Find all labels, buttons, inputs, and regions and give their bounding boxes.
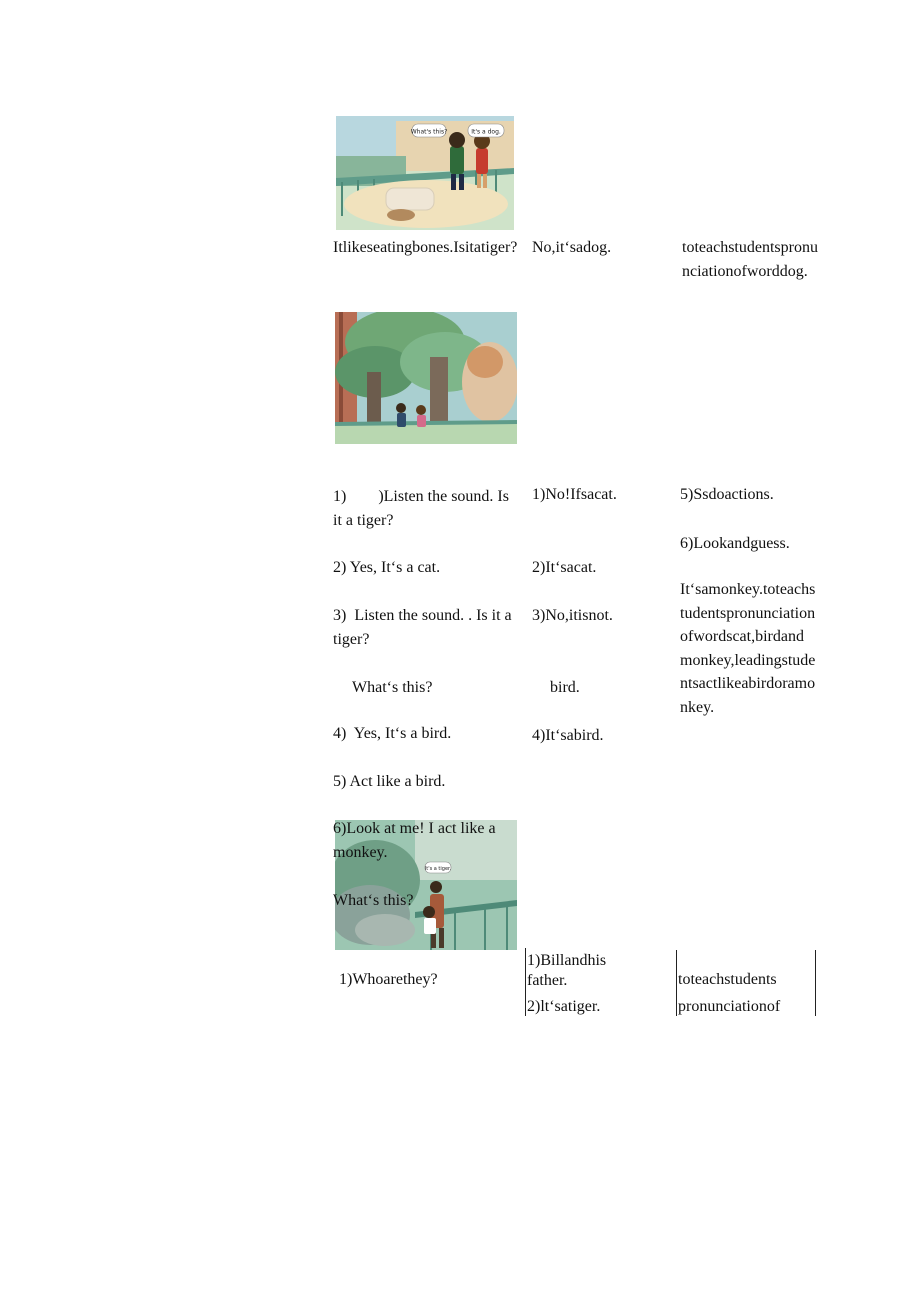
answer3-bird: bird.	[550, 679, 580, 696]
answer2-cat: 2)Itʻsacat.	[532, 559, 597, 576]
section3-purpose-line2: pronunciationof	[678, 998, 781, 1015]
dog-scene-bubble-left: What's this?	[410, 128, 448, 136]
section1-question: Itlikeseatingbones.Isitatiger?	[333, 239, 518, 256]
step2-yes-cat: 2) Yes, Itʻs a cat.	[333, 559, 441, 576]
tiger-scene-bubble: It's a tiger.	[424, 866, 452, 872]
dog-scene-illustration	[336, 116, 514, 230]
answer4-bird: 4)Itʻsabird.	[532, 727, 604, 744]
step4-yes-bird: 4) Yes, Itʻs a bird.	[333, 725, 452, 742]
section3-purpose-line1: toteachstudents	[678, 971, 777, 988]
step6-whats-this: Whatʻs this?	[333, 892, 414, 909]
purpose-actions: 5)Ssdoactions.	[680, 486, 774, 503]
purpose-monkey-pronunciation: Itʻsamonkey.toteachstudentspronunciationofwordscat,birdandmonkey,leadingstudentsactlikeabirdoramonkey.	[680, 581, 816, 716]
table-divider-right	[815, 950, 816, 1016]
section1-purpose: toteachstudentspronunciationofworddog.	[682, 239, 818, 280]
dog-scene-bubble-right: It's a dog.	[471, 128, 501, 136]
table-divider-left	[525, 948, 526, 1016]
table-divider-middle	[676, 950, 677, 1016]
step6-act-monkey: 6)Look at me! I act like a monkey.	[333, 820, 500, 861]
section3-answer1: 1)Billandhis father.	[527, 952, 607, 989]
forest-scene-illustration	[335, 312, 517, 444]
step5-act-bird: 5) Act like a bird.	[333, 773, 446, 790]
answer1-cat: 1)No!Ifsacat.	[532, 486, 617, 503]
answer3-not: 3)No,itisnot.	[532, 607, 613, 624]
section3-question: 1)Whoarethey?	[339, 971, 438, 988]
step1-listen-tiger: 1) )Listen the sound. Is it a tiger?	[333, 488, 513, 529]
step3-whats-this: Whatʻs this?	[352, 679, 433, 696]
section1-answer: No,itʻsadog.	[532, 239, 612, 256]
purpose-guess: 6)Lookandguess.	[680, 535, 790, 552]
step3-listen-tiger: 3) Listen the sound. . Is it a tiger?	[333, 607, 516, 648]
section3-answer2: 2)ltʻsatiger.	[527, 998, 601, 1015]
